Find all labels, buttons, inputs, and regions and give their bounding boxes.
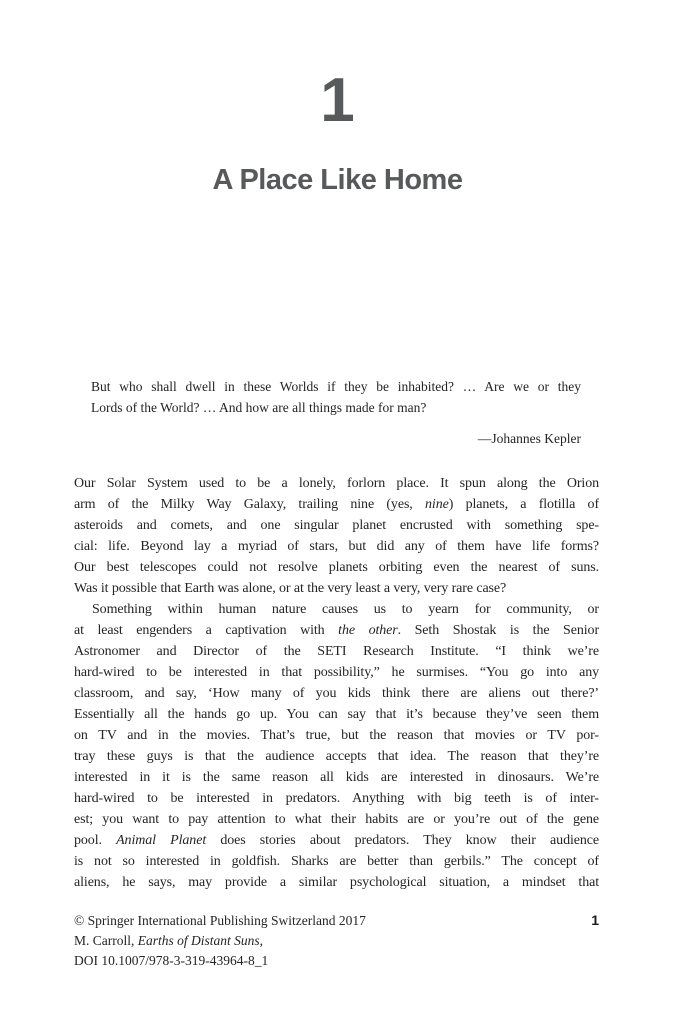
text-line: interested in it is the same reason all kids are interested in dinosaurs. We’re bbox=[74, 770, 599, 785]
text-line: hard-wired to be interested in predators. Anything with big teeth is of inter- bbox=[74, 791, 599, 806]
paragraph bbox=[74, 599, 599, 893]
text-line: is not so interested in goldfish. Sharks are better than gerbils.” The concept of bbox=[74, 854, 599, 869]
text-line: Astronomer and Director of the SETI Research Institute. “I think we’re bbox=[74, 644, 599, 659]
text-line: on TV and in the movies. That’s true, but the reason that movies or TV por- bbox=[74, 728, 599, 743]
chapter-title: A Place Like Home bbox=[212, 164, 463, 196]
book-citation-line: M. Carroll, Earths of Distant Suns, bbox=[74, 933, 264, 948]
text-line: at least engenders a captivation with the other. Seth Shostak is the Senior bbox=[74, 623, 599, 638]
page-footer bbox=[74, 910, 599, 971]
text-line: tray these guys is that the audience accepts that idea. The reason that they’re bbox=[74, 749, 599, 764]
text-line: But who shall dwell in these Worlds if they be inhabited? … Are we or they bbox=[91, 379, 581, 394]
chapter-number: 1 bbox=[320, 66, 355, 135]
text-line: asteroids and comets, and one singular planet encrusted with something spe- bbox=[74, 518, 599, 533]
text-line: cial: life. Beyond lay a myriad of stars, but did any of them have life forms? bbox=[74, 539, 599, 554]
text-line: arm of the Milky Way Galaxy, trailing nine (yes, nine) planets, a flotilla of bbox=[74, 497, 599, 512]
text-line: classroom, and say, ‘How many of you kids think there are aliens out there?’ bbox=[74, 686, 599, 701]
doi-line: DOI 10.1007/978-3-319-43964-8_1 bbox=[74, 953, 269, 968]
text-line: Our best telescopes could not resolve planets orbiting even the nearest of suns. bbox=[74, 560, 599, 575]
page-number: 1 bbox=[591, 912, 599, 928]
text-line: pool. Animal Planet does stories about predators. They know their audience bbox=[74, 833, 599, 848]
epigraph bbox=[91, 376, 581, 449]
text-line: Our Solar System used to be a lonely, forlorn place. It spun along the Orion bbox=[74, 476, 599, 491]
body-text bbox=[74, 473, 599, 893]
text-line: Was it possible that Earth was alone, or at the very least a very, very rare case? bbox=[74, 581, 507, 596]
paragraph bbox=[74, 473, 599, 599]
copyright-line: © Springer International Publishing Switzerland 2017 bbox=[74, 913, 366, 928]
epigraph-attribution: —Johannes Kepler bbox=[477, 431, 581, 446]
footer-copyright-row bbox=[74, 910, 599, 931]
text-line: hard-wired to be interested in that possibility,” he surmises. “You go into any bbox=[74, 665, 599, 680]
text-line: Essentially all the hands go up. You can say that it’s because they’ve seen them bbox=[74, 707, 599, 722]
text-line: Lords of the World? … And how are all things made for man? bbox=[91, 400, 427, 415]
epigraph-text bbox=[91, 376, 581, 418]
text-line: aliens, he says, may provide a similar psychological situation, a mindset that bbox=[74, 875, 599, 890]
text-line: est; you want to pay attention to what their habits are or you’re out of the gene bbox=[74, 812, 599, 827]
text-line: Something within human nature causes us to yearn for community, or bbox=[92, 602, 599, 617]
